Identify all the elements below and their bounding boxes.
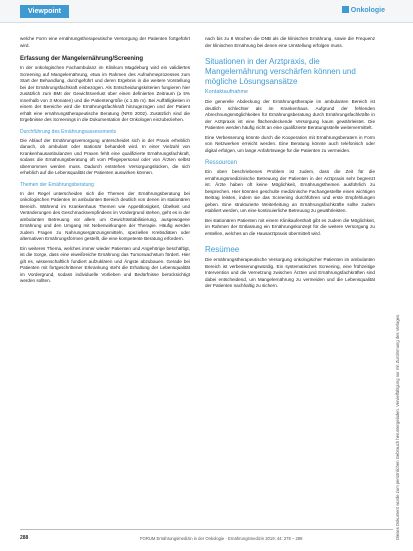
left-column (20, 36, 190, 288)
journal-logo-text: Onkologie (350, 7, 385, 14)
side-note: Dieses Dokument wurde zum persönlichen Gebrauch heruntergeladen. Vervielfältigung nur mit Zustimmung des Verlages. (395, 313, 400, 540)
left-column-heading: Durchführung des Ernährungsassessments (20, 128, 117, 135)
right-column-heading: Resümee (205, 245, 240, 254)
right-column-paragraph: Bei stationären Patienten mit einem Klinikaufenthalt gibt es zudem die Möglichkeit, im Rahmen der Entlassung ein Ernährungskonzept für die weitere Versorgung zu erstellen, welches an die Hausarztpraxis übermittelt wird. (205, 217, 375, 236)
left-column-paragraph: In der onkologischen Fachambulanz im Klinikum Magdeburg wird ein validiertes Screening auf Mangelernährung, etwa im Rahmen des Aufnahmeprozesses zum Start der Behandlung, durchgeführt und deren Ergebnis in die weitere Vorstellung bei der Ernährungsfachkraft einbezogen. Als Entscheidungskriterien fungieren hier zusätzlich zum BMI der Gewichtsverlust über einen definierten Zeitraum (≥ 5% innerhalb von 3 Monaten) und die Patientengröße (≤ 1,55 m). Bei Auffälligkeiten in einem der Bereiche wird die Ernährungsfachkraft hinzugezogen und der Patient erhält eine ernährungstherapeutische Beratung (NRS 2002). Zusätzlich sind die Ergebnisse des Screenings in die Dokumentation der Onkologen einzubeziehen. (20, 65, 190, 122)
right-column-paragraph: Eine Verbesserung könnte durch die Kooperation mit Ernährungsberatern in Form von Netzwerken erreicht werden. Eine Beratung könnte auch telefonisch oder digital erfolgen, um lange Anfahrtswege für die Patienten zu vermeiden. (205, 134, 375, 153)
journal-logo-icon (342, 6, 349, 13)
right-column-paragraph: Die generelle Abdeckung der Ernährungstherapie im ambulanten Bereich ist deutlich schlechter als im Krankenhaus. Aufgrund der fehlenden Abrechnungsmöglichkeiten für Ernährungsberatung durch Ernährungsfachkräfte in der Arztpraxis ist eine flächendeckende Versorgung kaum gewährleistet. Die Patienten werden häufig nicht an eine qualifizierte Beratungsstelle weitervermittelt. (205, 99, 375, 130)
left-column-paragraph: In der Regel unterscheiden sich die Themen der Ernährungsberatung bei onkologischen Patienten im ambulanten Bereich deutlich von denen im stationären Bereich. Während im Krankenhaus Themen wie Appetitlosigkeit, Übelkeit und Veränderungen des Geschmacksempfindens im Vordergrund stehen, geht es in der ambulanten Betreuung vor allem um Gewichtsstabilisierung, ausgewogene Ernährung und den Umgang mit Nebenwirkungen der Therapie. Häufig werden zudem Fragen zu Nahrungsergänzungsmitteln, speziellen Krebsdiäten oder alternativen Ernährungsformen gestellt, die eine kompetente Beratung erfordern. (20, 190, 190, 241)
journal-logo (342, 6, 385, 16)
right-column-paragraph: Die ernährungstherapeutische Versorgung onkologischer Patienten im ambulanten Bereich ist verbesserungswürdig. Ein systematisches Screening, eine frühzeitige Intervention und die Vernetzung zwischen Ärzten und Ernährungsfachkräften sind dabei entscheidend, um Mangelernährung zu vermeiden und die Lebensqualität der Patienten nachhaltig zu sichern. (205, 257, 375, 288)
right-column-paragraph: Ein oben beschriebenes Problem ist zudem, dass die Zeit für die ernährungsmedizinische Betreuung der Patienten in der Arztpraxis sehr begrenzt ist. Ärzte haben oft keine Möglichkeit, Ernährungsthemen ausführlich zu besprechen. Hier könnten geschulte medizinische Fachangestellte einen wichtigen Beitrag leisten, indem sie das Screening durchführen und erste Empfehlungen geben. Eine strukturierte Weiterleitung an Ernährungsfachkräfte sollte zudem etabliert werden, um eine kontinuierliche Betreuung zu gewährleisten. (205, 169, 375, 213)
right-column-heading: Ressourcen (205, 160, 238, 166)
footer-citation: FORUM Ernährungsmedizin in der Onkologie · Ernährungsmedizin 2019; 44: 278 – 288 (140, 536, 303, 541)
left-column-heading: Erfassung der Mangelernährung/Screening (20, 56, 144, 62)
right-column-kicker: Kontaktaufnahme (205, 89, 249, 95)
left-column-heading: Themen der Ernährungsberatung (20, 181, 94, 188)
left-column-paragraph: Die Ablauf der Ernährungsversorgung unterscheidet sich in der Praxis erheblich danach, ob ambulant oder stationär behandelt wird. In einer Vielzahl von Krankenhausambulanzen und Praxen fehlt eine qualifizierte Ernährungsfachkraft, sodass die Ernährungsberatung oft vom Pflegepersonal oder von Ärzten selbst übernommen werden muss. Dadurch entstehen Versorgungslücken, die sich erheblich auf die Lebensqualität der Patienten auswirken können. (20, 137, 190, 175)
page-number: 288 (20, 535, 29, 541)
section-label: Viewpoint (20, 5, 69, 18)
header-bar (0, 0, 413, 23)
right-column (205, 36, 375, 293)
footer-rule (20, 529, 393, 530)
left-column-paragraph: welche Form eine ernährungstherapeutische Versorgung der Patienten fortgeführt wird. (20, 36, 190, 48)
right-column-paragraph: nach bis zu 8 Wochen die DNB als die klinischen Ernährung, sowie die Frequenz der klinischen Ernährung bei denen eine Umstellung erfolgen muss. (205, 36, 375, 48)
left-column-paragraph: Ein weiteres Thema, welches immer wieder Patienten und Angehörige beschäftigt, ist die Sorge, dass eine eiweißreiche Ernährung das Tumorwachstum fördert. Hier gilt es, wissenschaftlich fundiert aufzuklären und Ängste abzubauen. Gerade bei Patienten mit fortgeschrittener Erkrankung steht die Erhaltung der Lebensqualität im Vordergrund, sodass individuelle Vorlieben und Bedürfnisse berücksichtigt werden sollten. (20, 245, 190, 283)
right-column-heading: Situationen in der Arztpraxis, die Mangelernährung verschärfen können und mögliche Lösungsansätze (205, 57, 356, 86)
